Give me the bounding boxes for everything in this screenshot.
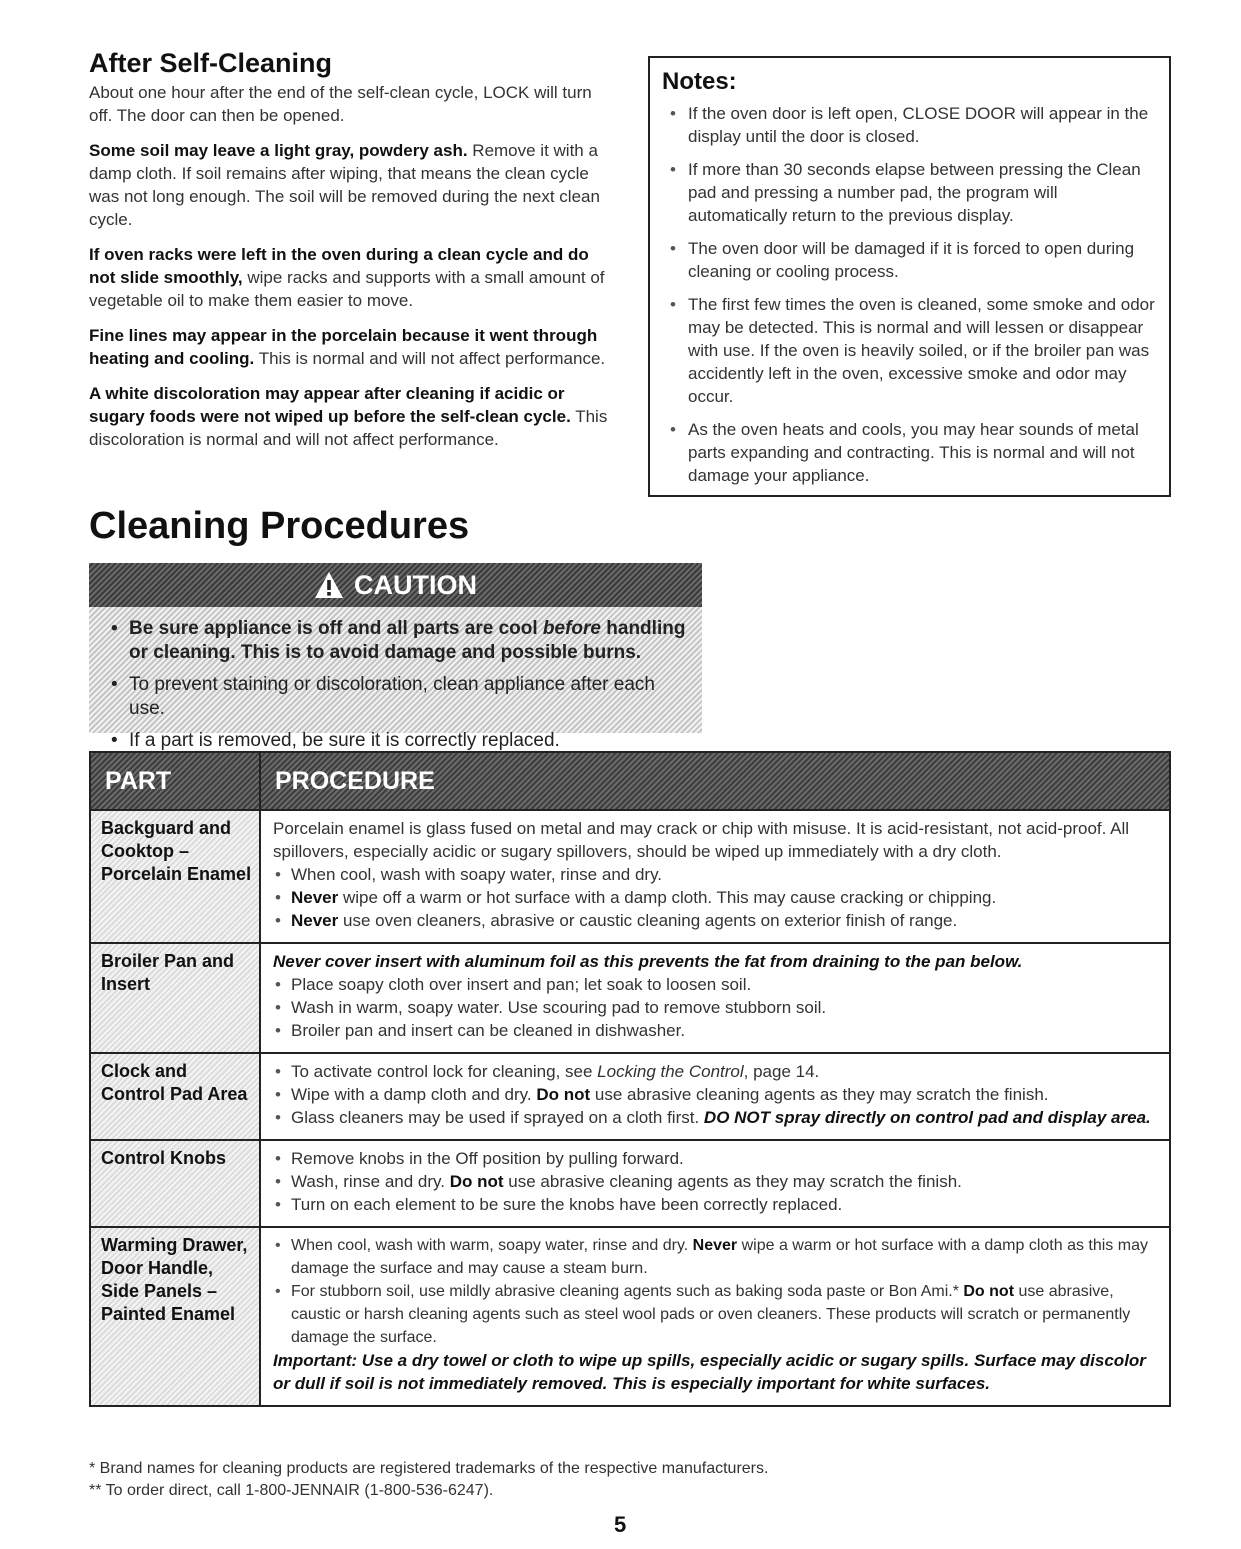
note-item: • The oven door will be damaged if it is forced to open during cleaning or cooling process.	[662, 237, 1155, 283]
table-row	[91, 1052, 1169, 1139]
table-row	[91, 1139, 1169, 1226]
paragraph: A white discoloration may appear after cleaning if acidic or sugary foods were not wiped up before the self-clean cycle. This discoloration is normal and will not affect performance.	[89, 384, 608, 449]
procedure-cell: • Remove knobs in the Off position by pulling forward. • Wash, rinse and dry. Do not use abrasive cleaning agents as they may scratch the finish. • Turn on each element to be sure the knobs have been correctly replaced.	[261, 1141, 1169, 1226]
procedure-cell: Never cover insert with aluminum foil as this prevents the fat from draining to the pan below. • Place soapy cloth over insert and pan; let soak to loosen soil. • Wash in warm, soapy water. Use scouring pad to remove stubborn soil. • Broiler pan and insert can be cleaned in dishwasher.	[261, 944, 1169, 1052]
procedure-cell: • When cool, wash with warm, soapy water, rinse and dry. Never wipe a warm or hot surface with a damp cloth as this may damage the surface and may cause a steam burn. • For stubborn soil, use mildly abrasive cleaning agents such as baking soda paste or Bon Ami.* Do not use abrasive, caustic or harsh cleaning agents such as steel wool pads or oven cleaners. These products will scratch or permanently damage the surface. Important: Use a dry towel or cloth to wipe up spills, especially acidic or sugary spills. Surface may discolor or dull if soil is not immediately removed. This is especially important for white surfaces.	[261, 1228, 1169, 1405]
footnote: ** To order direct, call 1-800-JENNAIR (1-800-536-6247).	[89, 1482, 494, 1499]
caution-item: • If a part is removed, be sure it is correctly replaced.	[109, 729, 692, 753]
after-self-cleaning-section	[89, 48, 619, 463]
part-cell: Clock and Control Pad Area	[91, 1054, 261, 1139]
column-header-procedure: PROCEDURE	[275, 766, 435, 795]
note-item: • If more than 30 seconds elapse between pressing the Clean pad and pressing a number pad, the program will automatically return to the previous display.	[662, 158, 1155, 227]
caution-item: • To prevent staining or discoloration, clean appliance after each use.	[109, 673, 692, 721]
footnote: * Brand names for cleaning products are registered trademarks of the respective manufacturers.	[89, 1460, 769, 1477]
caution-list	[89, 607, 702, 769]
part-cell: Backguard and Cooktop – Porcelain Enamel	[91, 811, 261, 942]
procedure-cell: Porcelain enamel is glass fused on metal and may crack or chip with misuse. It is acid-resistant, not acid-proof. All spillovers, especially acidic or sugary spillovers, should be wiped up immediately with a dry cloth. • When cool, wash with soapy water, rinse and dry. • Never wipe off a warm or hot surface with a damp cloth. This may cause cracking or chipping. • Never use oven cleaners, abrasive or caustic cleaning agents on exterior finish of range.	[261, 811, 1169, 942]
part-cell: Control Knobs	[91, 1141, 261, 1226]
note-item: • The first few times the oven is cleaned, some smoke and odor may be detected. This is normal and will lessen or disappear with use. If the oven is heavily soiled, or if the broiler pan was accidently left in the oven, excessive smoke and odor may occur.	[662, 293, 1155, 408]
warning-icon	[314, 571, 344, 599]
table-row	[91, 1226, 1169, 1405]
page-title: Cleaning Procedures	[89, 505, 470, 547]
part-cell: Warming Drawer, Door Handle, Side Panels – Painted Enamel	[91, 1228, 261, 1405]
notes-box	[648, 56, 1171, 497]
note-item: • If the oven door is left open, CLOSE DOOR will appear in the display until the door is closed.	[662, 102, 1155, 148]
table-row	[91, 942, 1169, 1052]
caution-box	[89, 563, 702, 751]
paragraph: Some soil may leave a light gray, powdery ash. Remove it with a damp cloth. If soil remains after wiping, that means the clean cycle was not long enough. The soil will be removed during the next clean cycle.	[89, 141, 600, 229]
procedure-cell: • To activate control lock for cleaning, see Locking the Control, page 14. • Wipe with a damp cloth and dry. Do not use abrasive cleaning agents as they may scratch the finish. • Glass cleaners may be used if sprayed on a cloth first. DO NOT spray directly on control pad and display area.	[261, 1054, 1169, 1139]
column-header-part: PART	[91, 753, 261, 809]
table-header	[91, 753, 1169, 809]
paragraph: If oven racks were left in the oven during a clean cycle and do not slide smoothly, wipe racks and supports with a small amount of vegetable oil to make them easier to move.	[89, 245, 605, 310]
paragraph: Fine lines may appear in the porcelain because it went through heating and cooling. This is normal and will not affect performance.	[89, 326, 606, 368]
caution-title: CAUTION	[354, 569, 477, 600]
page-number: 5	[614, 1512, 627, 1537]
table-row	[91, 809, 1169, 942]
caution-item: • Be sure appliance is off and all parts are cool before handling or cleaning. This is to avoid damage and possible burns.	[109, 617, 692, 665]
paragraph: About one hour after the end of the self-clean cycle, LOCK will turn off. The door can then be opened.	[89, 83, 592, 125]
note-item: • As the oven heats and cools, you may hear sounds of metal parts expanding and contracting. This is normal and will not damage your appliance.	[662, 418, 1155, 487]
notes-title: Notes:	[662, 68, 737, 95]
part-cell: Broiler Pan and Insert	[91, 944, 261, 1052]
procedures-table	[89, 751, 1171, 1407]
caution-header	[89, 563, 702, 607]
notes-list	[662, 102, 1155, 487]
footnotes	[89, 1458, 1171, 1502]
section-title: After Self-Cleaning	[89, 48, 333, 78]
